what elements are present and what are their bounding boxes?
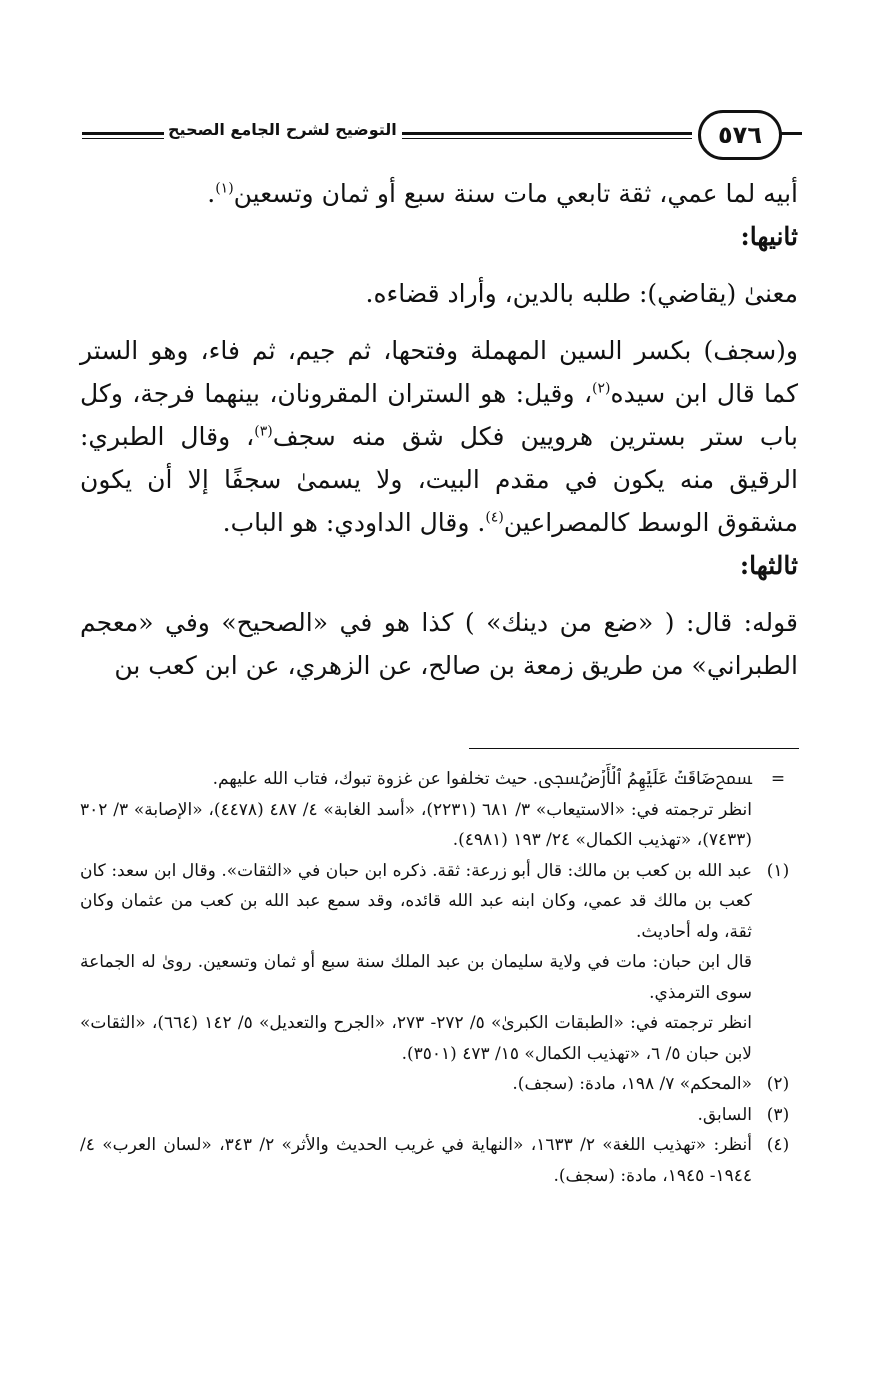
header-rule-right-thin bbox=[402, 138, 692, 139]
footnote-number: (١) bbox=[766, 860, 790, 881]
footnote-paragraph: ﵟضَاقَتۡ عَلَيۡهِمُ ٱلۡأَرۡضُﵞ. حيث تخلفوا عن غزوة تبوك، فتاب الله عليهم. bbox=[212, 769, 752, 789]
footnote-paragraph: أنظر: «تهذيب اللغة» ٢/ ١٦٣٣، «النهاية في غريب الحديث والأثر» ٢/ ٣٤٣، «لسان العرب» ٤/ ١٩٤٤- ١٩٤٥، مادة: (سجف). bbox=[80, 1135, 752, 1186]
footnote-number: (٢) bbox=[766, 1074, 790, 1094]
footnote-2 bbox=[80, 1069, 798, 1100]
footnote-number: (٣) bbox=[766, 1104, 790, 1125]
footnote-separator bbox=[469, 748, 799, 749]
footnote-ref-4: (٤) bbox=[485, 509, 504, 526]
p3-part-a: و(سجف) بكسر السين المهملة وفتحها، ثم جيم، ثم فاء، وهو الستر كما قال ابن سيده bbox=[80, 336, 798, 408]
footnote-4 bbox=[80, 1130, 798, 1191]
footnote-paragraph: انظر ترجمته في: «الطبقات الكبرىٰ» ٥/ ٢٧٢- ٢٧٣، «الجرح والتعديل» ٥/ ١٤٢ (٦٦٤)، «الثقات» لابن حبان ٥/ ٦، «تهذيب الكمال» ١٥/ ٤٧٣ (٣٥٠١). bbox=[80, 1013, 753, 1064]
footnote-ref-2: (٢) bbox=[592, 380, 611, 397]
footnote-number: (٤) bbox=[766, 1135, 790, 1155]
footnote-ref-3: (٣) bbox=[254, 423, 273, 440]
footnote-paragraph: قال ابن حبان: مات في ولاية سليمان بن عبد الملك سنة سبع أو ثمان وتسعين. روىٰ له الجماعة سوى الترمذي. bbox=[80, 952, 752, 1003]
heading-third: ثالثها: bbox=[739, 551, 798, 580]
footnote-paragraph: السابق. bbox=[697, 1104, 752, 1125]
p3-part-b: ، وقيل: هو الستران المقرونان، بينهما فرجة، وكل باب ستر بسترين هرويين فكل شق منه سجف bbox=[80, 379, 798, 451]
footnote-continued bbox=[80, 764, 798, 856]
paragraph-4: قوله: قال: ( «ضع من دينك» ) كذا هو في «الصحيح» وفي «معجم الطبراني» من طريق زمعة بن صالح، عن الزهري، عن ابن كعب بن bbox=[80, 608, 798, 680]
paragraph-2: معنىٰ (يقاضي): طلبه بالدين، وأراد قضاءه. bbox=[365, 279, 798, 308]
footnotes bbox=[80, 764, 798, 1191]
running-title: التوضيح لشرح الجامع الصحيح bbox=[168, 120, 397, 139]
page-number: ٥٧٦ bbox=[698, 110, 782, 160]
header-rule-left bbox=[82, 132, 164, 135]
header-rule-left-thin bbox=[82, 138, 164, 139]
page-header bbox=[82, 108, 802, 164]
footnote-3 bbox=[80, 1100, 798, 1131]
footnote-paragraph: انظر ترجمته في: «الاستيعاب» ٣/ ٦٨١ (٢٢٣١)، «أسد الغابة» ٤/ ٤٨٧ (٤٤٧٨)، «الإصابة» ٣/ ٣٠٢ (٧٤٣٣)، «تهذيب الكمال» ٢٤/ ١٩٣ (٤٩٨١). bbox=[80, 799, 752, 850]
heading-second: ثانيها: bbox=[740, 222, 798, 251]
p3-part-d: . وقال الداودي: هو الباب. bbox=[222, 508, 486, 537]
paragraph-3 bbox=[80, 329, 798, 544]
footnote-paragraph: عبد الله بن كعب بن مالك: قال أبو زرعة: ثقة. ذكره ابن حبان في «الثقات». وقال ابن سعد: كان كعب بن مالك قد عمي، وكان ابنه عبد الله قائده، وقد سمع عبد الله بن كعب من عثمان وكان ثقة، وله أحاديث. bbox=[80, 860, 752, 942]
footnote-ref-1: (١) bbox=[215, 180, 234, 197]
footnote-1 bbox=[80, 856, 798, 1070]
p1-text: أبيه لما عمي، ثقة تابعي مات سنة سبع أو ثمان وتسعين bbox=[233, 179, 798, 208]
main-text bbox=[80, 172, 798, 687]
header-rule-right bbox=[402, 132, 692, 135]
footnote-number: = bbox=[770, 769, 786, 789]
paragraph-1 bbox=[80, 172, 798, 215]
p3-part-c: ، وقال الطبري: الرقيق منه يكون في مقدم البيت، ولا يسمىٰ سجفًا إلا أن يكون مشقوق الوسط كالمصراعين bbox=[80, 422, 798, 537]
p1-end: . bbox=[207, 179, 216, 208]
footnote-paragraph: «المحكم» ٧/ ١٩٨، مادة: (سجف). bbox=[512, 1074, 752, 1094]
